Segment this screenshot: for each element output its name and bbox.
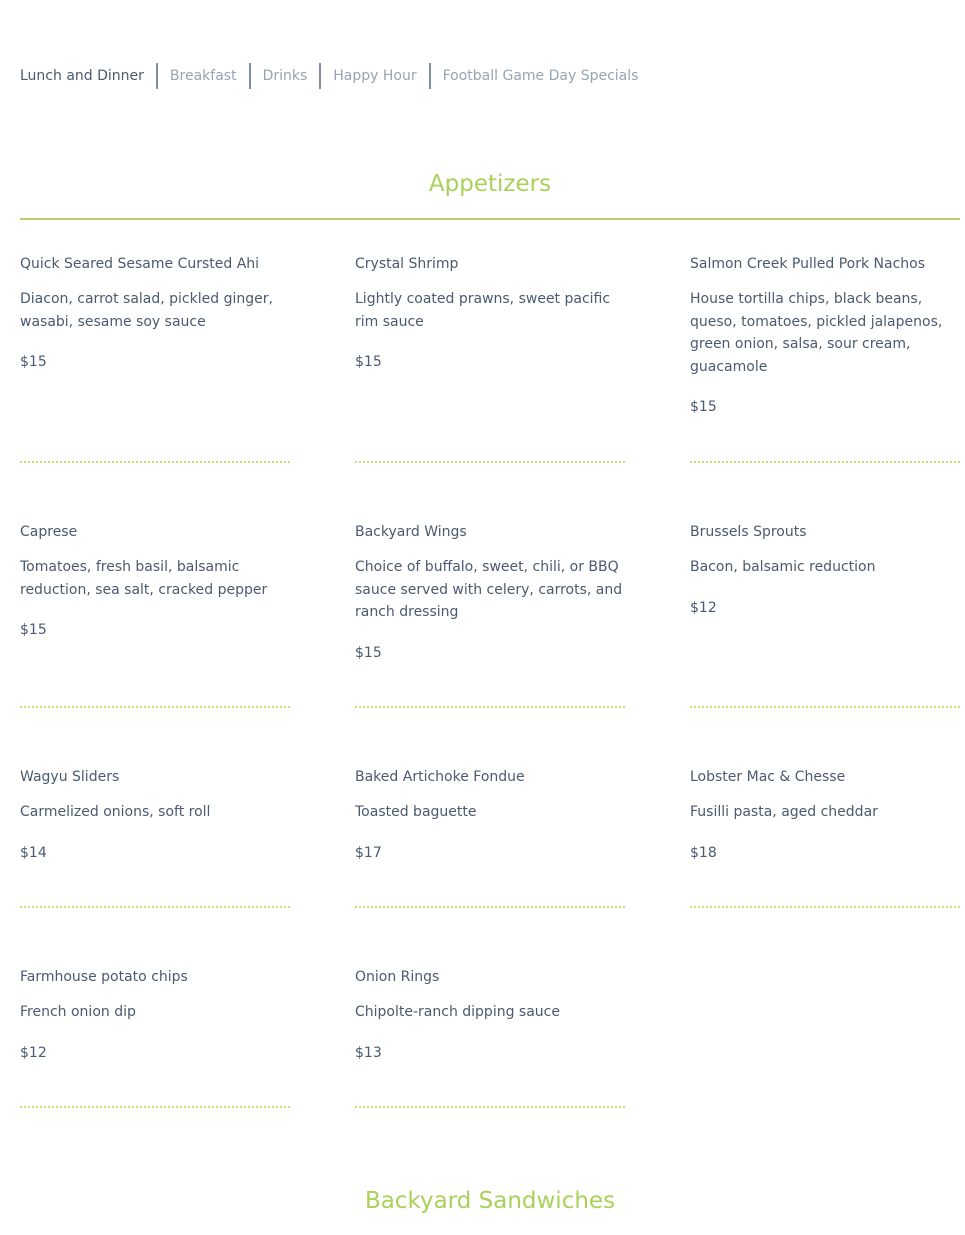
menu-item-description: Fusilli pasta, aged cheddar [690, 804, 878, 820]
menu-item-name: Wagyu Sliders [20, 769, 120, 785]
menu-item-description: Choice of buffalo, sweet, chili, or BBQ sauce served with celery, carrots, and ranch dressing [355, 559, 623, 620]
dotted-divider [20, 706, 290, 708]
dotted-divider [20, 906, 290, 908]
dotted-divider [355, 906, 625, 908]
dotted-divider [690, 461, 960, 463]
menu-item-price: $12 [690, 599, 717, 616]
tab-drinks[interactable]: Drinks [249, 63, 320, 89]
menu-item-description: House tortilla chips, black beans, queso, tomatoes, pickled jalapenos, green onion, salsa, sour cream, guacamole [690, 291, 943, 375]
menu-item-description: Tomatoes, fresh basil, balsamic reduction, sea salt, cracked pepper [20, 559, 268, 598]
section-divider [20, 218, 960, 220]
menu-item-description: Toasted baguette [355, 804, 477, 820]
menu-item-name: Backyard Wings [355, 524, 467, 540]
dotted-divider [355, 1106, 625, 1108]
menu-item-price: $18 [690, 844, 717, 861]
menu-item-name: Crystal Shrimp [355, 256, 459, 272]
menu-item-onion-rings [355, 966, 625, 1064]
dotted-divider [355, 461, 625, 463]
menu-item-price: $15 [20, 622, 47, 638]
menu-item-price: $15 [355, 354, 382, 370]
menu-item-description: French onion dip [20, 1004, 136, 1020]
menu-item-price: $14 [20, 844, 47, 861]
menu-item-price: $13 [355, 1044, 382, 1061]
menu-item-description: Lightly coated prawns, sweet pacific rim sauce [355, 291, 611, 330]
menu-item-ahi [20, 253, 290, 373]
menu-item-price: $17 [355, 844, 382, 861]
tab-breakfast[interactable]: Breakfast [156, 63, 249, 89]
menu-item-name: Quick Seared Sesame Cursted Ahi [20, 256, 260, 272]
menu-item-pulled-pork-nachos [690, 253, 965, 418]
menu-item-price: $15 [690, 399, 717, 415]
menu-item-description: Bacon, balsamic reduction [690, 559, 876, 575]
tab-football-game-day-specials[interactable]: Football Game Day Specials [429, 63, 651, 89]
menu-item-caprese [20, 521, 290, 641]
menu-item-price: $15 [20, 354, 47, 370]
menu-item-lobster-mac [690, 766, 965, 864]
section-title-appetizers: Appetizers [428, 171, 552, 197]
menu-item-name: Brussels Sprouts [690, 524, 807, 540]
menu-item-price: $12 [20, 1044, 47, 1061]
dotted-divider [690, 906, 960, 908]
menu-item-description: Chipolte-ranch dipping sauce [355, 1004, 560, 1020]
menu-item-name: Farmhouse potato chips [20, 969, 188, 985]
tab-lunch-and-dinner[interactable]: Lunch and Dinner [20, 68, 144, 84]
menu-item-price: $15 [355, 644, 382, 661]
dotted-divider [355, 706, 625, 708]
menu-item-crystal-shrimp [355, 253, 625, 373]
menu-item-name: Salmon Creek Pulled Pork Nachos [690, 256, 925, 272]
section-title-backyard-sandwiches: Backyard Sandwiches [364, 1188, 616, 1214]
menu-item-wagyu-sliders [20, 766, 290, 864]
menu-item-description: Diacon, carrot salad, pickled ginger, wasabi, sesame soy sauce [20, 291, 273, 330]
dotted-divider [20, 1106, 290, 1108]
menu-item-name: Baked Artichoke Fondue [355, 769, 525, 785]
menu-item-artichoke-fondue [355, 766, 625, 864]
dotted-divider [20, 461, 290, 463]
tab-happy-hour[interactable]: Happy Hour [319, 63, 428, 89]
menu-item-potato-chips [20, 966, 290, 1064]
menu-item-description: Carmelized onions, soft roll [20, 804, 211, 820]
menu-item-backyard-wings [355, 521, 625, 664]
menu-item-name: Caprese [20, 524, 78, 540]
menu-tabs [20, 63, 650, 89]
dotted-divider [690, 706, 960, 708]
menu-item-brussels-sprouts [690, 521, 965, 619]
menu-item-name: Lobster Mac & Chesse [690, 769, 846, 785]
menu-item-name: Onion Rings [355, 969, 440, 985]
